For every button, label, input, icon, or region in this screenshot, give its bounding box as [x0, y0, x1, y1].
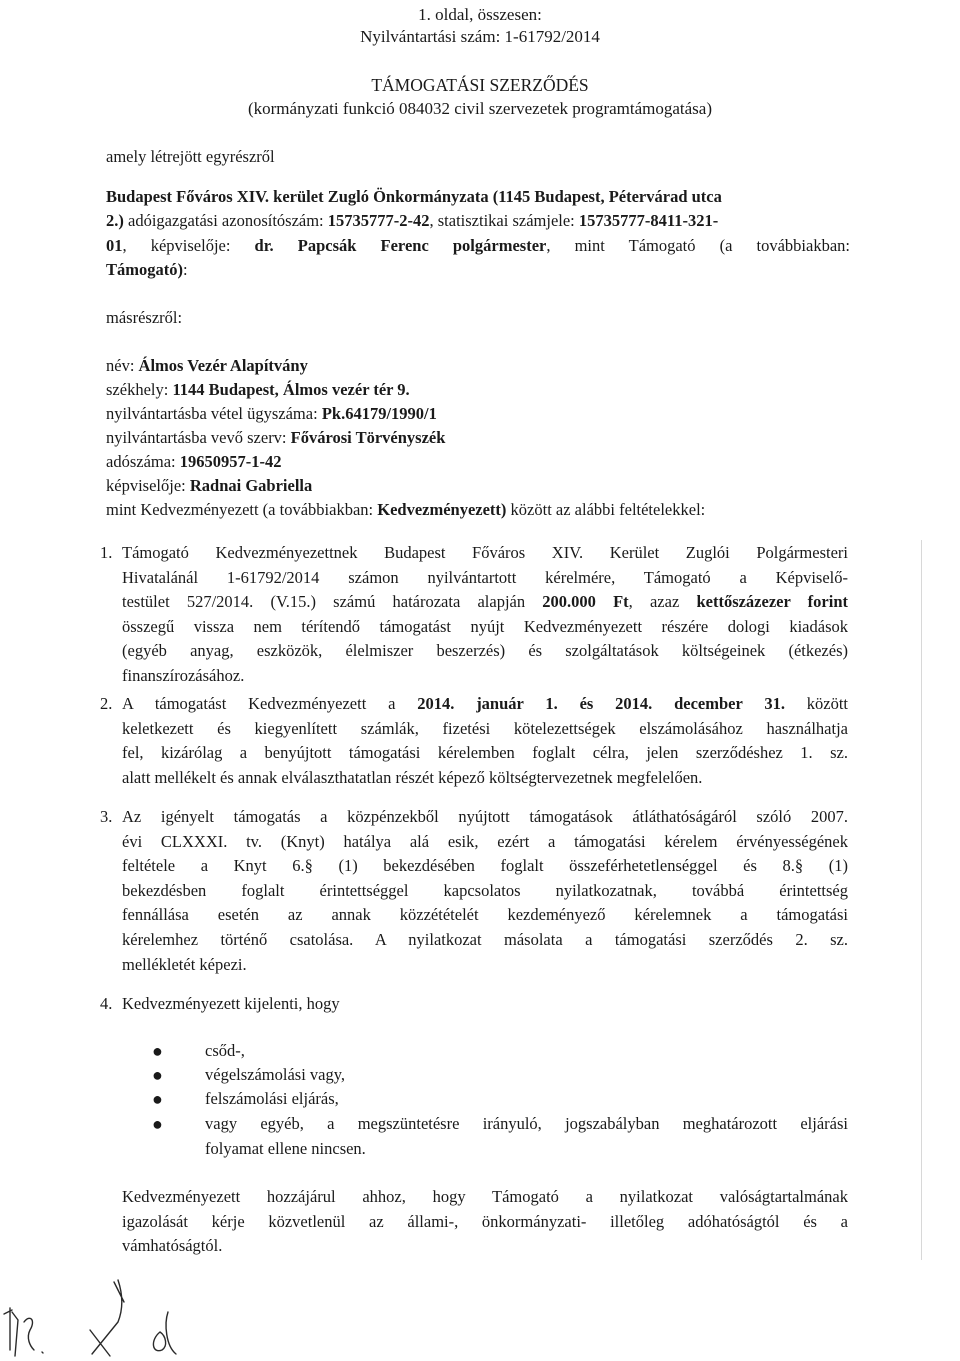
bullet-item: vagy egyéb, a megszüntetésre irányuló, jogszabályban meghatározott eljárási folyamat ellene nincsen. [205, 1114, 848, 1158]
bullet-item: végelszámolási vagy, [205, 1065, 346, 1084]
beneficiary-closing: mint Kedvezményezett (a továbbiakban: Kedvezményezett) között az alábbi feltételekkel: [106, 500, 706, 519]
grantor-line-3: 01, képviselője: dr. Papcsák Ferenc polgármester, mint Támogató (a továbbiakban: [106, 236, 850, 255]
section-4-number: 4. [100, 994, 113, 1013]
bullet-item: felszámolási eljárás, [205, 1089, 339, 1108]
intro-text: amely létrejött egyrészről [106, 147, 275, 166]
bullet-dot-icon: ● [152, 1041, 163, 1061]
beneficiary-seat: székhely: 1144 Budapest, Álmos vezér tér 9. [106, 380, 410, 399]
section-2-number: 2. [100, 694, 113, 713]
handwritten-signature [0, 1250, 260, 1361]
section-1-text: Támogató Kedvezményezettnek Budapest Főváros XIV. Kerület Zuglói Polgármesteri Hivatalánál 1-61792/2014 számon nyilvántartott kérelmére, Támogató a Képviselő- testület 527/2014. (V.15.) számú határozata alapján 200.000 Ft, azaz kettőszázezer forint összegű vissza nem térítendő támogatást nyújt Kedvezményezett részére dologi kiadások (egyéb anyag, eszközök, élelmiszer beszerzés) és szolgáltatások költségeinek (étkezés) finanszírozásához. [122, 543, 849, 685]
beneficiary-tax-number: adószáma: 19650957-1-42 [106, 452, 282, 471]
contract-subtitle: (kormányzati funkció 084032 civil szervezetek programtámogatása) [247, 99, 712, 118]
section-3-text: Az igényelt támogatás a közpénzekből nyújtott támogatások átláthatóságáról szóló 2007. évi CLXXXI. tv. (Knyt) hatálya alá esik, ezért a támogatási kérelem érvényességének feltétele a Knyt 6.§ (1) bekezdésében foglalt összeférhetetlenséggel és 8.§ (1) bekezdésben foglalt érintettséggel kapcsolatos nyilatkozatnak, továbbá érintettség fennállása esetén az annak közzétételét kezdeményező kérelemnek a támogatási kérelemhez történő csatolása. A nyilatkozat másolata a támogatási szerződés 2. sz. mellékletét képezi. [122, 807, 848, 974]
section-2-text: A támogatást Kedvezményezett a 2014. január 1. és 2014. december 31. között keletkezett és kiegyenlített számlák, fizetési kötelezettségek elszámolásához használhatja fel, kizárólag a benyújtott támogatási kérelemben foglalt célra, jelen szerződéshez 1. sz. alatt mellékelt és annak elválaszthatatlan részét képező költségtervezetnek megfelelően. [122, 694, 849, 787]
section-1-number: 1. [100, 543, 113, 562]
scan-margin-line [921, 540, 922, 1260]
registry-number: Nyilvántartási szám: 1-61792/2014 [360, 27, 600, 46]
beneficiary-registration: nyilvántartásba vétel ügyszáma: Pk.64179/1990/1 [106, 404, 437, 423]
beneficiary-court: nyilvántartásba vevő szerv: Fővárosi Törvényszék [106, 428, 446, 447]
bullet-dot-icon: ● [152, 1089, 163, 1109]
bullet-item: csőd-, [205, 1041, 245, 1060]
bullet-dot-icon: ● [152, 1114, 163, 1134]
other-party-intro: másrészről: [106, 308, 183, 327]
section-4-lead: Kedvezményezett kijelenti, hogy [122, 994, 340, 1013]
grantor-line-4: Támogató): [106, 260, 188, 279]
grantor-line-2: 2.) adóigazgatási azonosítószám: 15735777-2-42, statisztikai számjele: 15735777-8411-321- [106, 211, 719, 230]
bullet-dot-icon: ● [152, 1065, 163, 1085]
beneficiary-name: név: Álmos Vezér Alapítvány [106, 356, 308, 375]
beneficiary-representative: képviselője: Radnai Gabriella [106, 476, 313, 495]
closing-paragraph: Kedvezményezett hozzájárul ahhoz, hogy Támogató a nyilatkozat valóságtartalmának igazolását kérje közvetlenül az állami-, önkormányzati- illetőleg adóhatóságtól és a vámhatóságtól. [122, 1187, 848, 1256]
page-counter: 1. oldal, összesen: [418, 5, 542, 24]
grantor-line-1: Budapest Főváros XIV. kerület Zugló Önkormányzata (1145 Budapest, Pétervárad utca [106, 187, 722, 206]
contract-title: TÁMOGATÁSI SZERZŐDÉS [371, 75, 589, 95]
section-3-number: 3. [100, 807, 113, 826]
